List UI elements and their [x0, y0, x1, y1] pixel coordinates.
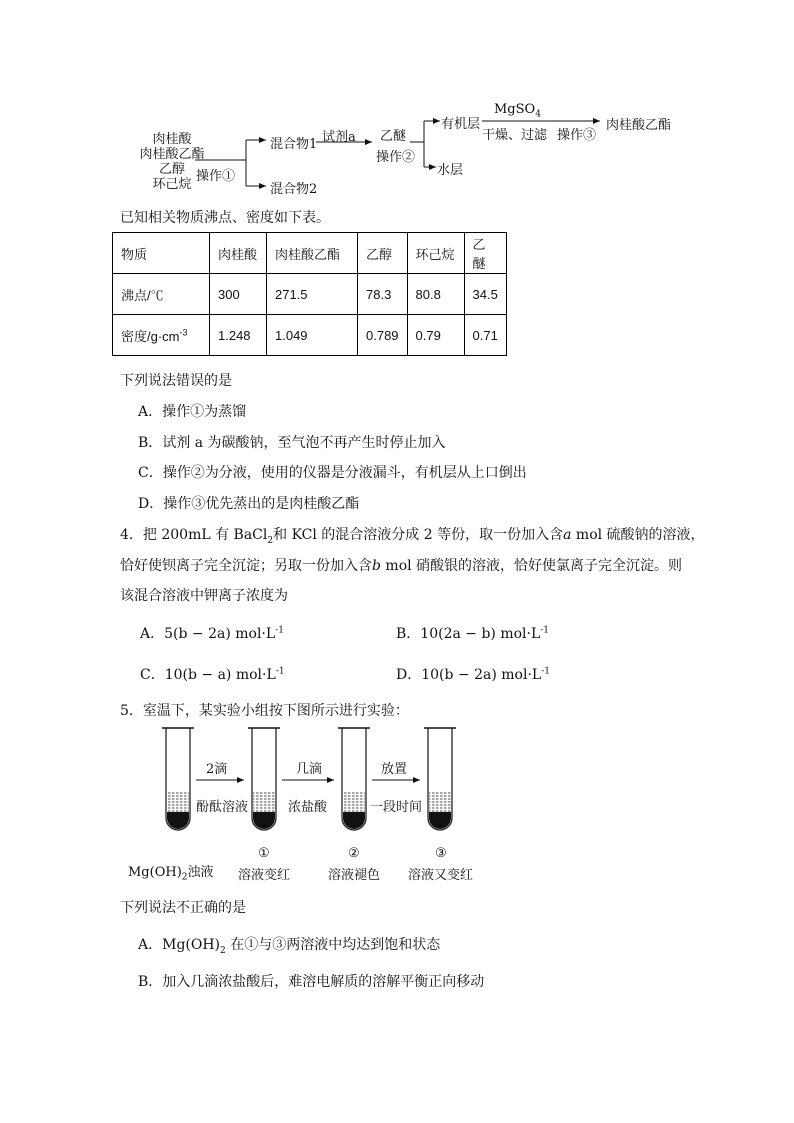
- q5-tube2-number: ②: [348, 846, 360, 861]
- flow-op1: 操作①: [196, 169, 236, 184]
- q4-line-3: 该混合溶液中钾离子浓度为: [120, 588, 288, 604]
- flow-mix2: 混合物2: [270, 182, 318, 197]
- flow-water: 水层: [437, 163, 464, 178]
- q5-tube1-label: 溶液变红: [238, 868, 291, 883]
- table-cell: 80.8: [407, 274, 464, 315]
- q4-option-c: C．10(b − a) $mol\cdot L^{-1}$: [140, 666, 285, 683]
- q4-line-2: 恰好使钡离子完全沉淀；另取一份加入含b mol 硝酸银的溶液，恰好使氯离子完全沉淀。则: [120, 558, 683, 574]
- q5-tube3-number: ③: [435, 846, 447, 861]
- table-cell: 0.79: [407, 315, 464, 356]
- test-tube-3: [424, 728, 456, 830]
- table-row: [113, 274, 507, 315]
- table-cell: 肉桂酸乙酯: [267, 233, 358, 274]
- q3-option-b: B．试剂 a 为碳酸钠，至气泡不再产生时停止加入: [138, 435, 446, 451]
- q4-line-1: 4．把 200mL 有 BaCl$_2$和 KCl 的混合溶液分成 2 等份，取一份加入含a mol 硫酸钠的溶液，: [120, 527, 705, 546]
- q5-arrow3-bottom: 一段时间: [370, 800, 423, 815]
- flow-mix1: 混合物1: [270, 137, 318, 152]
- q3-option-c: C．操作②为分液，使用的仪器是分液漏斗，有机层从上口倒出: [138, 465, 527, 481]
- properties-table: [112, 232, 507, 356]
- table-cell: 271.5: [267, 274, 358, 315]
- q3-question: 下列说法错误的是: [120, 373, 232, 389]
- q5-question: 下列说法不正确的是: [120, 900, 246, 916]
- table-cell: 乙醚: [464, 233, 506, 274]
- flow-dry: 干燥、过滤: [482, 128, 548, 143]
- table-cell: 0.71: [464, 315, 506, 356]
- table-cell: 肉桂酸: [210, 233, 267, 274]
- table-cell: 沸点/℃: [113, 274, 210, 315]
- flow-op2: 操作②: [376, 150, 416, 165]
- flow-mgso4: MgSO$_4$: [494, 102, 541, 120]
- q5-arrow3-top: 放置: [381, 762, 408, 777]
- flow-start-item: 乙醇: [158, 162, 185, 177]
- table-row: [113, 315, 507, 356]
- table-row: [113, 233, 507, 274]
- q5-tube3-label: 溶液又变红: [408, 868, 474, 883]
- table-cell: 300: [210, 274, 267, 315]
- q4-option-d: D．10(b − 2a) $mol\cdot L^{-1}$: [396, 666, 550, 683]
- table-cell: 乙醇: [358, 233, 408, 274]
- q5-tube0-label: $Mg(OH)_2$浊液: [128, 865, 214, 883]
- q3-option-a: A．操作①为蒸馏: [138, 404, 247, 420]
- table-cell: 密度$/g\cdot cm^{-3}$: [113, 315, 210, 356]
- q5-arrow1-top: 2滴: [206, 762, 228, 777]
- table-cell: 环己烷: [407, 233, 464, 274]
- flow-start-item: 肉桂酸: [152, 132, 192, 147]
- flow-start-item: 肉桂酸乙酯: [139, 147, 205, 162]
- q3-intro: 已知相关物质沸点、密度如下表。: [120, 210, 330, 226]
- flow-reagent: 试剂a: [322, 130, 356, 145]
- q5-tube1-number: ①: [258, 846, 270, 861]
- table-cell: 1.248: [210, 315, 267, 356]
- flow-organic: 有机层: [441, 117, 481, 132]
- q5-intro: 5．室温下，某实验小组按下图所示进行实验：: [120, 703, 409, 719]
- flow-product: 肉桂酸乙酯: [606, 118, 672, 133]
- test-tube-2: [338, 728, 370, 830]
- q4-option-a: A．5(b − 2a) $mol\cdot L^{-1}$: [140, 625, 284, 642]
- table-cell: 0.789: [358, 315, 408, 356]
- q5-arrow2-bottom: 浓盐酸: [288, 800, 328, 815]
- test-tube-0: [162, 728, 194, 830]
- flow-ether: 乙醚: [380, 129, 407, 144]
- q4-option-b: B．10(2a − b) $mol\cdot L^{-1}$: [396, 625, 550, 642]
- table-cell: 1.049: [267, 315, 358, 356]
- table-cell: 物质: [113, 233, 210, 274]
- q5-option-a: A．$Mg(OH)_2$ 在①与③两溶液中均达到饱和状态: [138, 937, 441, 956]
- q3-option-d: D．操作③优先蒸出的是肉桂酸乙酯: [138, 496, 360, 512]
- q5-arrow2-top: 几滴: [296, 762, 323, 777]
- flow-start-item: 环己烷: [152, 177, 192, 192]
- q5-option-b: B．加入几滴浓盐酸后，难溶电解质的溶解平衡正向移动: [138, 974, 485, 990]
- table-cell: 34.5: [464, 274, 506, 315]
- flow-op3: 操作③: [557, 128, 597, 143]
- q5-arrow1-bottom: 酚酞溶液: [196, 800, 249, 815]
- table-cell: 78.3: [358, 274, 408, 315]
- test-tube-1: [248, 728, 280, 830]
- q5-tube2-label: 溶液褪色: [328, 868, 381, 883]
